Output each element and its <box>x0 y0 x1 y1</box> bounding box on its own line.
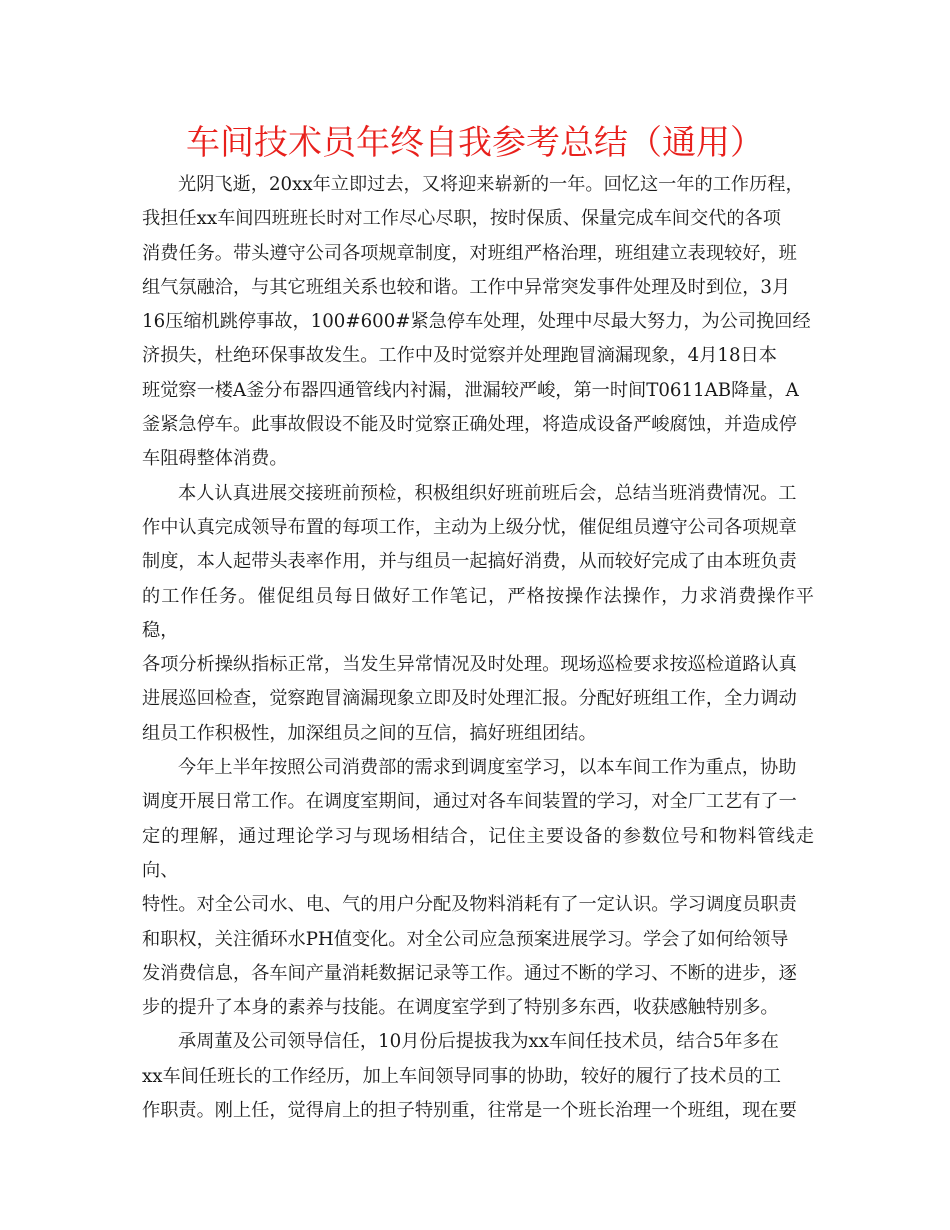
document-title: 车间技术员年终自我参考总结（通用） <box>186 123 764 163</box>
paragraph-4: 承周董及公司领导信任，10月份后提拔我为xx车间任技术员，结合5年多在 xx车间任班长的工作经历，加上车间领导同事的协助，较好的履行了技术员的工 作职责。刚上任，觉得肩上的担子特别重，往常是一个班长治理一个班组，现在要 <box>142 1031 797 1122</box>
paragraph-3: 今年上半年按照公司消费部的需求到调度室学习，以本车间工作为重点，协助 调度开展日常工作。在调度室期间，通过对各车间装置的学习，对全厂工艺有了一 定的理解，通过理论学习与现场相结合，记住主要设备的参数位号和物料管线走向、 特性。对全公司水、电、气的用户分配及物料消耗有了一定认识。学习调度员职责 和职权，关注循环水PH值变化。对全公司应急预案进展学习。学会了如何给领导 发消费信息，各车间产量消耗数据记录等工作。通过不断的学习、不断的进步，逐 步的提升了本身的素养与技能。在调度室学到了特别多东西，收获感触特别多。 <box>142 757 814 1019</box>
paragraph-2: 本人认真进展交接班前预检，积极组织好班前班后会，总结当班消费情况。工 作中认真完成领导布置的每项工作，主动为上级分忧，催促组员遵守公司各项规章 制度，本人起带头表率作用，并与组员一起搞好消费，从而较好完成了由本班负责 的工作任务。催促组员每日做好工作笔记，严格按操作法操作，力求消费操作平稳， 各项分析操纵指标正常，当发生异常情况及时处理。现场巡检要求按巡检道路认真 进展巡回检查，觉察跑冒滴漏现象立即及时处理汇报。分配好班组工作，全力调动 组员工作积极性，加深组员之间的互信，搞好班组团结。 <box>142 482 814 744</box>
document-body <box>142 168 814 1128</box>
paragraph-1: 光阴飞逝，20xx年立即过去，又将迎来崭新的一年。回忆这一年的工作历程， 我担任xx车间四班班长时对工作尽心尽职，按时保质、保量完成车间交代的各项 消费任务。带头遵守公司各项规章制度，对班组严格治理，班组建立表现较好，班 组气氛融洽，与其它班组关系也较和谐。工作中异常突发事件处理及时到位，3月 16压缩机跳停事故，100#600#紧急停车处理，处理中尽最大努力，为公司挽回经 济损失，杜绝环保事故发生。工作中及时觉察并处理跑冒滴漏现象，4月18日本 班觉察一楼A釜分布器四通管线内衬漏，泄漏较严峻，第一时间T0611AB降量，A 釜紧急停车。此事故假设不能及时觉察正确处理，将造成设备严峻腐蚀，并造成停 车阻碍整体消费。 <box>142 174 811 470</box>
